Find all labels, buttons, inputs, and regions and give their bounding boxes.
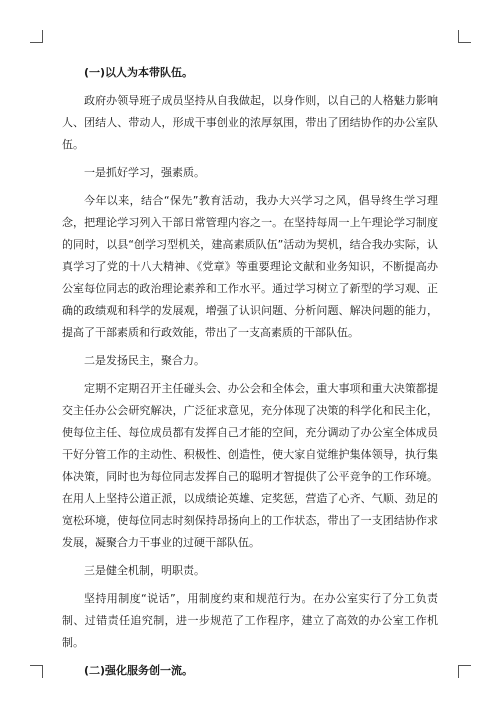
section-heading-2: (二)强化服务创一流。: [84, 664, 194, 677]
document-body: [62, 62, 438, 688]
crop-mark-bottom-right: [458, 665, 471, 678]
crop-mark-top-left: [30, 30, 43, 43]
crop-mark-bottom-left: [30, 665, 43, 678]
crop-mark-top-right: [458, 30, 471, 43]
paragraph-study: 今年以来，结合“保先”教育活动，我办大兴学习之风，倡导终生学习理念，把理论学习列入干部日常管理内容之一。在坚持每周一上午理论学习制度的同时，以县“创学习型机关，建高素质队伍”活动为契机，结合我办实际，认真学习了党的十八大精神、《党章》等重要理论文献和业务知识，不断提高办公室每位同志的政治理论素养和工作水平。通过学习树立了新型的学习观、正确的政绩观和科学的发展观，增强了认识问题、分析问题、解决问题的能力，提高了干部素质和行政效能，带出了一支高素质的干部队伍。: [62, 194, 438, 339]
subheading-study: 一是抓好学习，强素质。: [84, 166, 205, 179]
subheading-mechanism: 三是健全机制，明职责。: [84, 564, 205, 577]
subheading-democracy: 二是发扬民主，聚合力。: [84, 354, 205, 367]
section-heading-1: (一)以人为本带队伍。: [84, 66, 194, 79]
paragraph-intro: 政府办领导班子成员坚持从自我做起，以身作则，以自己的人格魅力影响人、团结人、带动人，形成干事创业的浓厚氛围，带出了团结协作的办公室队伍。: [62, 94, 438, 151]
paragraph-democracy: 定期不定期召开主任碰头会、办公会和全体会，重大事项和重大决策都提交主任办公会研究解决，广泛征求意见，充分体现了决策的科学化和民主化，使每位主任、每位成员都有发挥自己才能的空间，充分调动了办公室全体成员干好分管工作的主动性、积极性、创造性，使大家自觉维护集体领导，执行集体决策，同时也为每位同志发挥自己的聪明才智提供了公平竞争的工作环境。在用人上坚持公道正派，以成绩论英雄、定奖惩，营造了心齐、气顺、劲足的宽松环境，使每位同志时刻保持昂扬向上的工作状态，带出了一支团结协作求发展，凝聚合力干事业的过硬干部队伍。: [62, 382, 438, 549]
paragraph-mechanism: 坚持用制度“说话”，用制度约束和规范行为。在办公室实行了分工负责制、过错责任追究制，进一步规范了工作程序，建立了高效的办公室工作机制。: [62, 592, 438, 649]
